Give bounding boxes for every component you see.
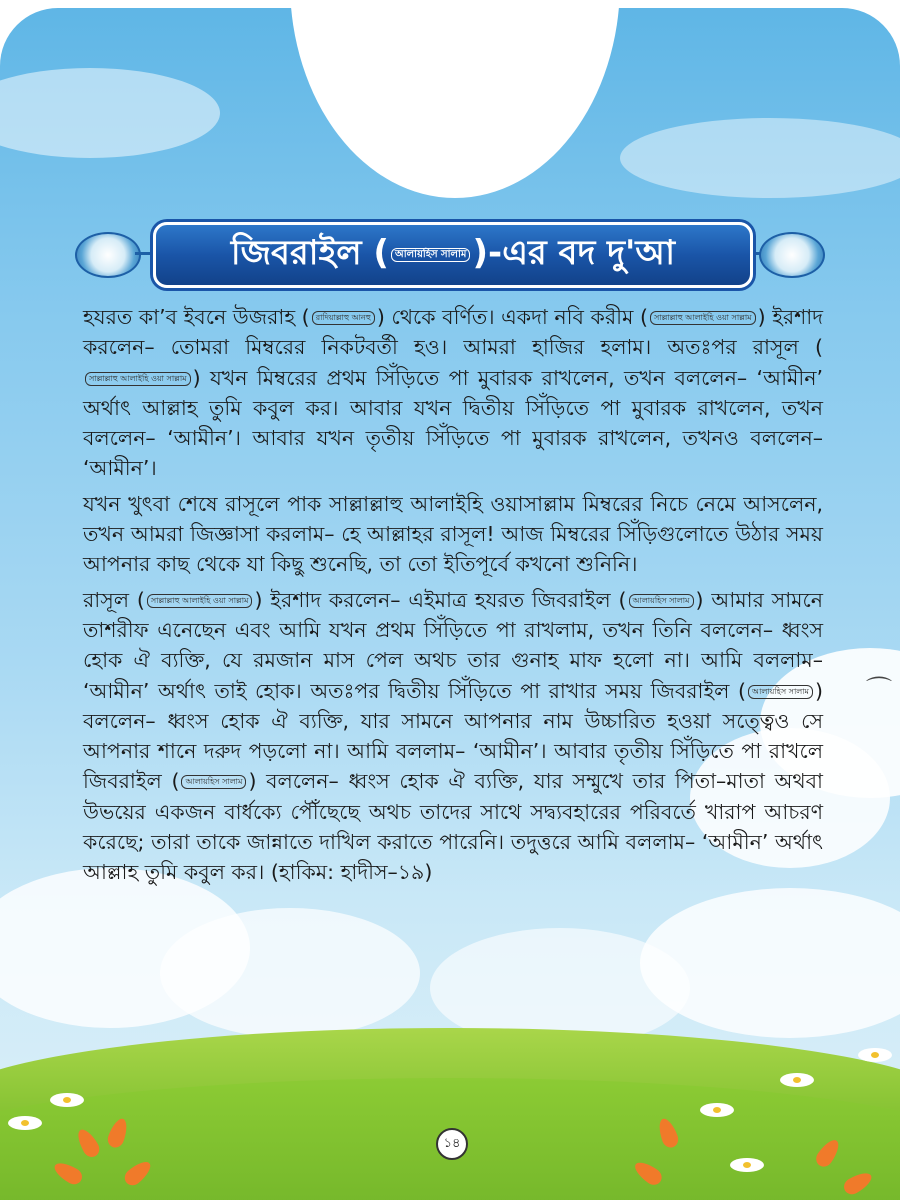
honorific-icon: সাল্লাল্লাহু আলাইহি ওয়া সাল্লাম: [650, 311, 756, 325]
text-segment: ) বললেন– ধ্বংস হোক ঐ ব্যক্তি, যার সম্মুখে তার পিতা–মাতা অথবা উভয়ের একজন বার্ধক্যে পৌঁছেছে অথচ তাদের সাথে সদ্ব্যবহারের পরিবর্তে খারাপ আচরণ করেছে; তারা তাকে জান্নাতে দাখিল করাতে পারেনি। তদুত্তরে আমি বললাম– ‘আমীন’ অর্থাৎ আল্লাহ তুমি কবুল কর। (হাকিম: হাদীস–১৯): [83, 769, 824, 885]
text-segment: ) ইরশাদ করলেন– তোমরা মিম্বরের নিকটবর্তী হও। আমরা হাজির হলাম। অতঃপর রাসূল (: [83, 305, 823, 360]
text-segment: ) ইরশাদ করলেন– এইমাত্র হযরত জিবরাইল (: [254, 587, 627, 612]
text-segment: রাসূল (: [83, 587, 145, 612]
honorific-icon: রাদিয়াল্লাহু আনহু: [312, 311, 375, 325]
text-segment: ) বললেন– ধ্বংস হোক ঐ ব্যক্তি, যার সামনে আপনার নাম উচ্চারিত হওয়া সত্ত্বেও সে আপনার শানে দরুদ পড়লো না। আমি বললাম– ‘আমীন’। আবার তৃতীয় সিঁড়িতে পা রাখলে জিবরাইল (: [83, 678, 823, 794]
text-segment: যখন খুৎবা শেষে রাসূলে পাক সাল্লাল্লাহু আলাইহি ওয়াসাল্লাম মিম্বরের নিচে নেমে আসলেন, তখন আমরা জিজ্ঞাসা করলাম– হে আল্লাহর রাসূল! আজ মিম্বরের সিঁড়িগুলোতে উঠার সময় আপনার কাছ থেকে যা কিছু শুনেছি, তা তো ইতিপূর্বে কখনো শুনিনি।: [83, 491, 823, 577]
ornament-icon: [759, 232, 825, 278]
body-text: [83, 302, 823, 893]
paragraph: [83, 302, 823, 484]
honorific-icon: সাল্লাল্লাহু আলাইহি ওয়া সাল্লাম: [147, 594, 253, 608]
page-title: জিবরাইল ( আলায়হিস সালাম )-এর বদ দু'আ: [153, 222, 753, 288]
ornament-icon: [75, 232, 141, 278]
hanger-cutout: [290, 8, 620, 198]
honorific-icon: সাল্লাল্লাহু আলাইহি ওয়া সাল্লাম: [85, 372, 191, 386]
honorific-icon: আলায়হিস সালাম: [181, 775, 246, 789]
paragraph: [83, 585, 823, 888]
title-banner: [75, 222, 825, 284]
text-segment: ) আমার সামনে তাশরীফ এনেছেন এবং আমি যখন প্রথম সিঁড়িতে পা রাখলাম, তখন তিনি বললেন– ধ্বংস হোক ঐ ব্যক্তি, যে রমজান মাস পেল অথচ তার গুনাহ মাফ হলো না। আমি বললাম– ‘আমীন’ অর্থাৎ তাই হোক। অতঃপর দ্বিতীয় সিঁড়িতে পা রাখার সময় জিবরাইল (: [83, 587, 824, 703]
bird-icon: ⌒: [866, 676, 893, 706]
paragraph: [83, 489, 823, 580]
page-number: ১৪: [436, 1128, 468, 1160]
text-segment: হযরত কা’ব ইবনে উজরাহ (: [83, 305, 310, 329]
honorific-icon: আলায়হিস সালাম: [391, 248, 471, 262]
text-segment: ) থেকে বর্ণিত। একদা নবি করীম (: [376, 305, 648, 329]
honorific-icon: আলায়হিস সালাম: [748, 685, 813, 699]
honorific-icon: আলায়হিস সালাম: [629, 594, 694, 608]
text-segment: ) যখন মিম্বরের প্রথম সিঁড়িতে পা মুবারক রাখলেন, তখন বললেন– ‘আমীন’ অর্থাৎ আল্লাহ তুমি কবুল কর। আবার যখন দ্বিতীয় সিঁড়িতে পা মুবারক রাখলেন, তখন বললেন– ‘আমীন’। আবার যখন তৃতীয় সিঁড়িতে পা মুবারক রাখলেন, তখনও বললেন– ‘আমীন’।: [83, 365, 823, 481]
